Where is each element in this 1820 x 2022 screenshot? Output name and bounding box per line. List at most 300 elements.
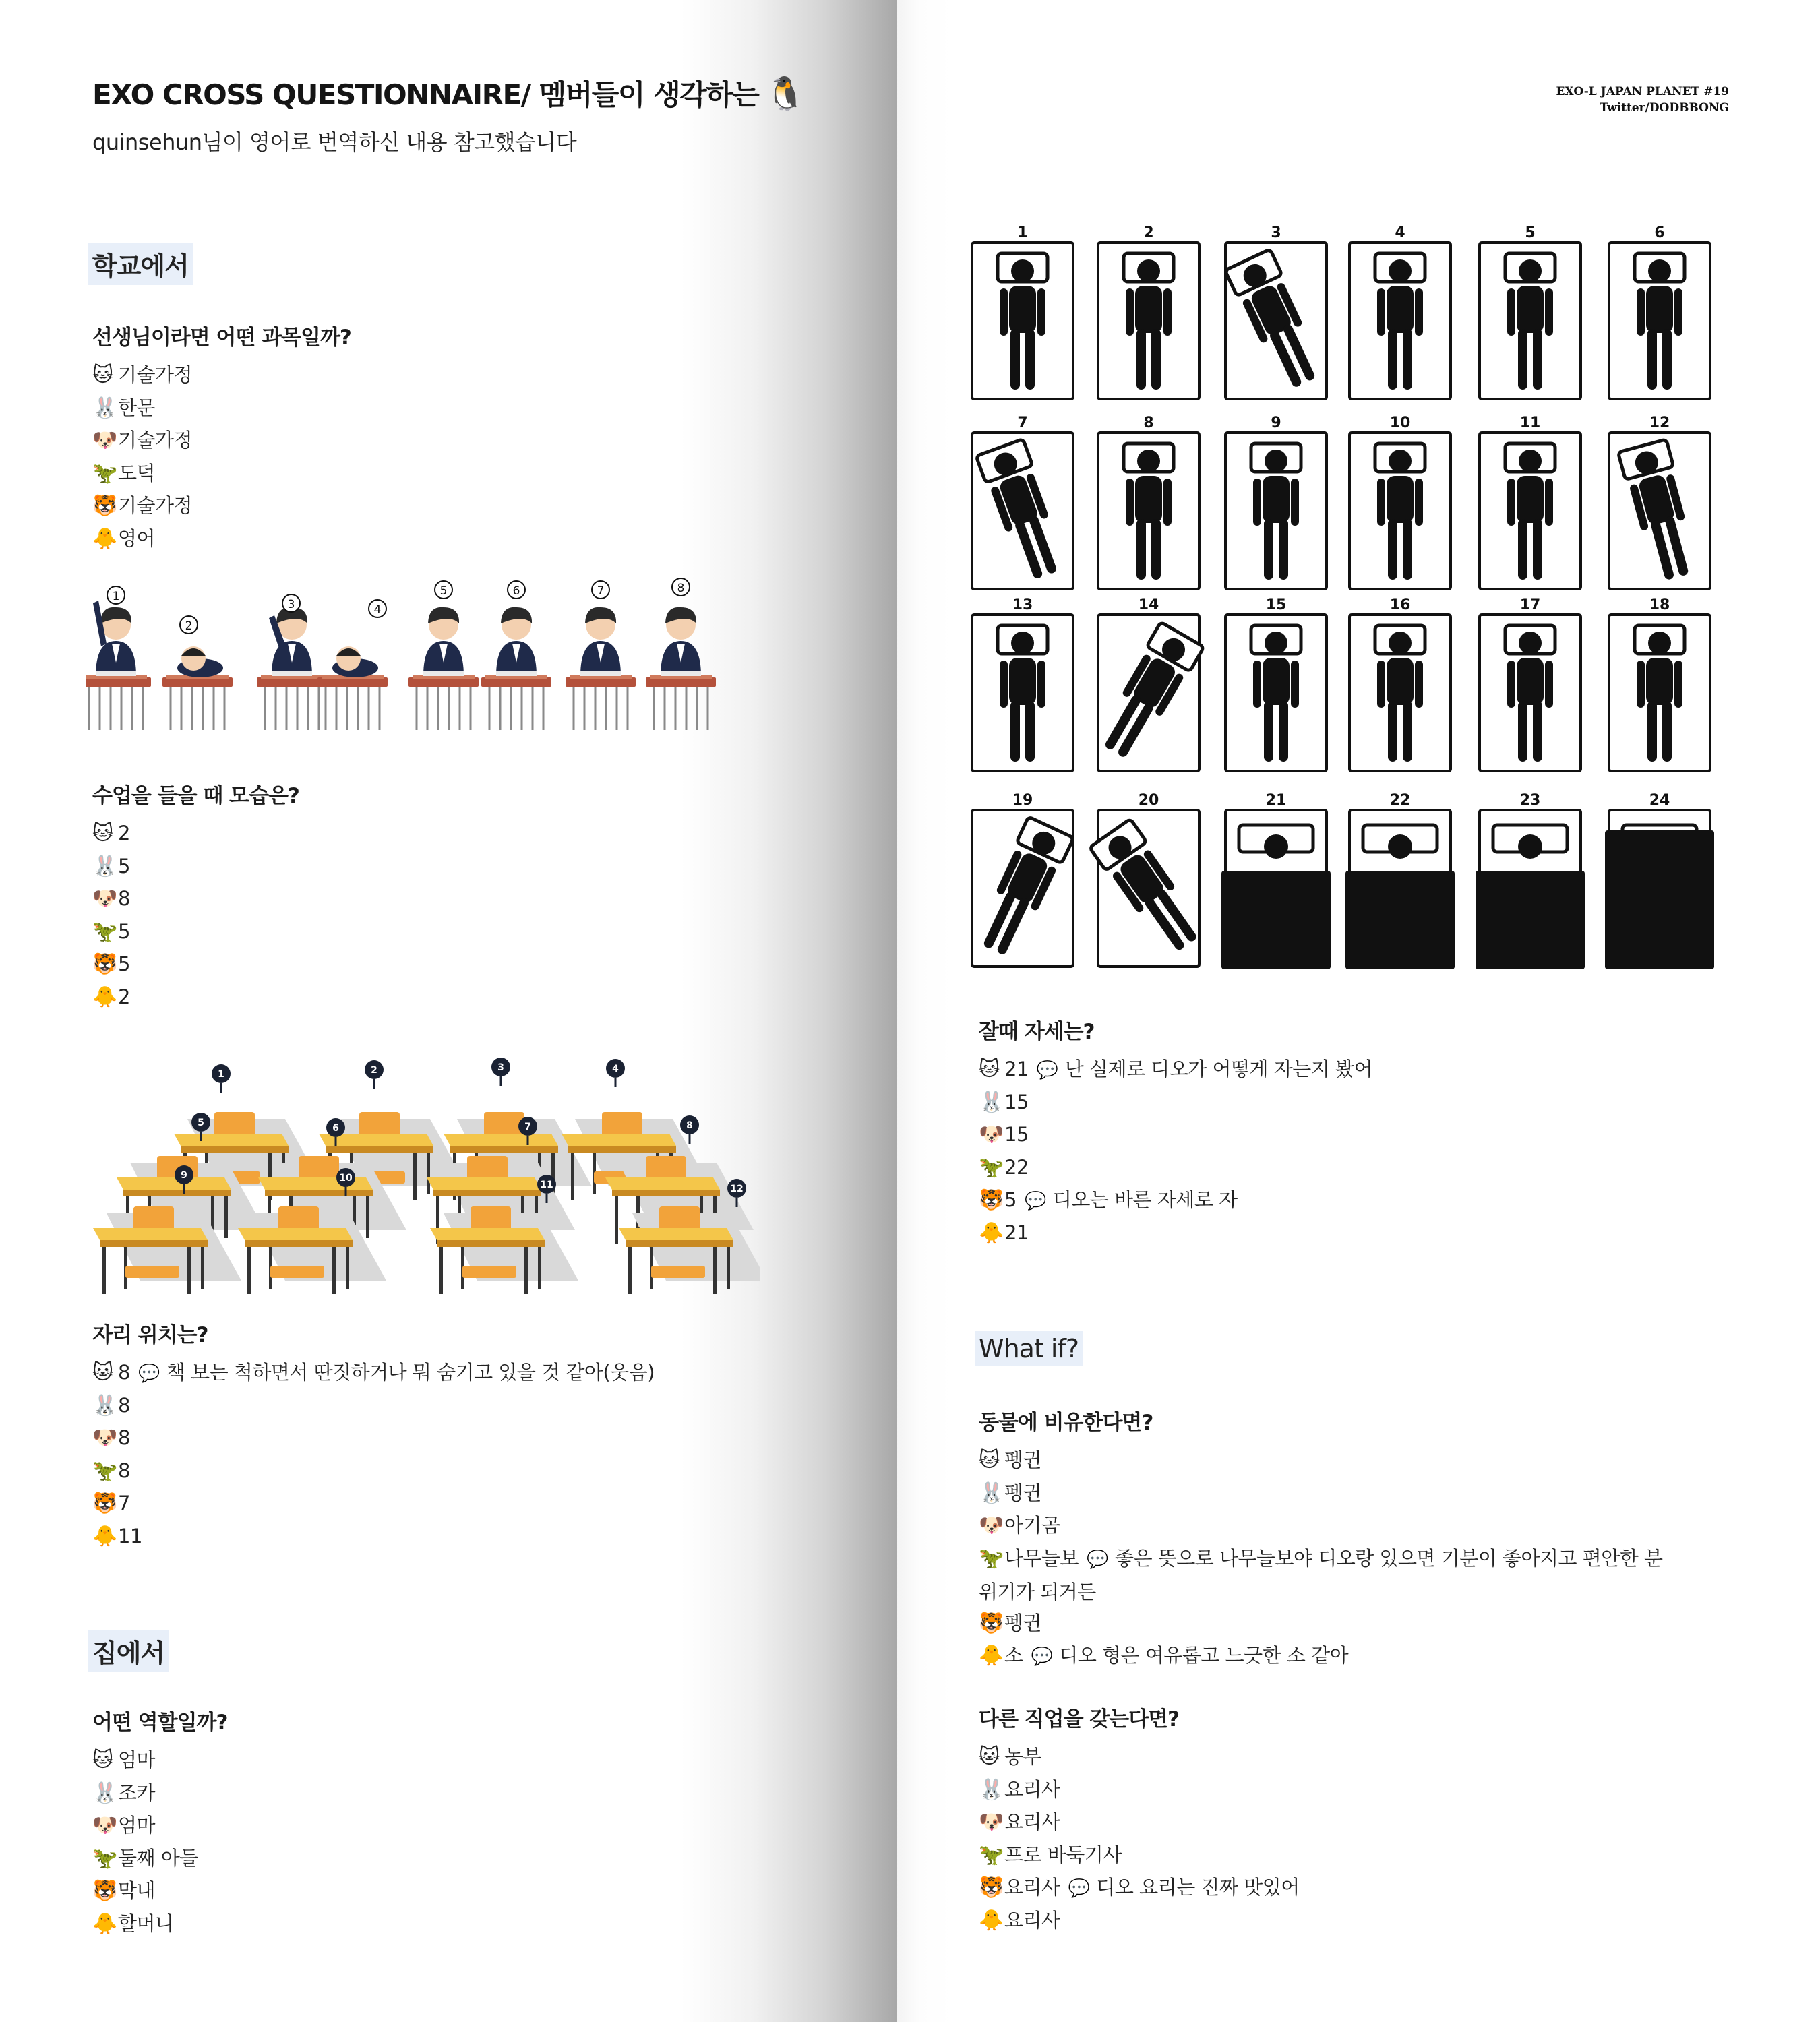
answer-text: 할머니 <box>118 1911 174 1935</box>
torso <box>1263 476 1290 523</box>
sleep-position-label: 14 <box>1138 596 1159 613</box>
answer-row <box>92 1421 655 1454</box>
tiger-face-icon: 🐯 <box>979 1611 1004 1635</box>
left-arm <box>1377 661 1385 708</box>
student-label: 6 <box>512 584 520 598</box>
sleep-position-cell <box>972 596 1073 771</box>
sleep-position-cell <box>972 415 1073 589</box>
section-heading-whatif: What if? <box>975 1331 1083 1366</box>
left-page <box>0 0 897 2022</box>
sleep-position-label: 6 <box>1654 224 1665 241</box>
answer-row <box>979 1151 1372 1184</box>
sleep-position-cell <box>1349 415 1451 589</box>
left-leg <box>1136 519 1146 580</box>
book <box>661 671 701 676</box>
question-subject: 선생님이라면 어떤 과목일까? <box>92 326 351 350</box>
sleep-position-cell <box>1609 224 1710 399</box>
answer-text: 21 <box>1004 1058 1029 1080</box>
answer-text: 둘째 아들 <box>118 1846 198 1870</box>
dog-face-icon: 🐶 <box>92 887 117 911</box>
rabbit-face-icon: 🐰 <box>92 1393 117 1417</box>
answer-row <box>92 948 299 981</box>
torso <box>1517 476 1544 523</box>
sleep-position-cell <box>1225 596 1327 771</box>
seat-label: 11 <box>540 1180 553 1190</box>
torso <box>1387 476 1414 523</box>
seat-label: 3 <box>497 1062 504 1073</box>
answer-row <box>92 359 351 392</box>
sleep-position-cell <box>972 224 1073 399</box>
answer-text: 5 <box>1004 1188 1017 1211</box>
answer-text: 나무늘보 <box>1004 1546 1079 1570</box>
document-title <box>92 73 805 113</box>
question-block-class-pose <box>92 778 299 1013</box>
left-arm <box>1377 288 1385 336</box>
answer-row <box>92 1777 227 1810</box>
answer-text: 15 <box>1004 1123 1029 1146</box>
cat-face-icon: 🐱 <box>92 1748 113 1772</box>
desk-leg <box>346 1247 349 1289</box>
seat-label: 10 <box>339 1173 353 1184</box>
answer-row <box>92 850 299 883</box>
sleep-position-label: 24 <box>1649 792 1670 809</box>
answer-text: 엄마 <box>118 1748 156 1771</box>
head <box>1519 632 1542 654</box>
answer-text: 5 <box>118 952 130 975</box>
speech-bubble-icon: 💬 <box>1024 1191 1046 1211</box>
question-block-subject <box>92 320 351 555</box>
head <box>1264 834 1288 859</box>
answer-text: 영어 <box>118 526 156 550</box>
answer-row <box>979 1904 1300 1937</box>
answer-text: 2 <box>118 985 130 1008</box>
desk-top <box>258 1177 373 1190</box>
answer-row <box>979 1086 1372 1119</box>
seat-label: 8 <box>686 1120 693 1131</box>
desk-top <box>86 677 151 687</box>
answer-row <box>92 1907 227 1940</box>
dinosaur-icon: 🦖 <box>979 1546 1004 1570</box>
answer-row <box>979 1509 1680 1542</box>
sleep-position-label: 16 <box>1389 596 1411 613</box>
answer-text: 기술가정 <box>118 494 193 517</box>
dog-face-icon: 🐶 <box>92 1814 117 1837</box>
sleep-position-label: 22 <box>1389 792 1411 809</box>
desk-edge <box>437 1240 545 1247</box>
right-leg <box>1279 701 1288 762</box>
dog-face-icon: 🐶 <box>979 1123 1004 1146</box>
right-arm <box>1545 479 1553 526</box>
hair <box>336 648 361 656</box>
sleep-positions-illustration <box>964 216 1746 977</box>
right-leg <box>1533 519 1542 580</box>
cat-face-icon: 🐱 <box>979 1745 1000 1769</box>
speech-bubble-icon: 💬 <box>1087 1549 1108 1570</box>
desk-leg <box>615 1196 618 1244</box>
right-arm <box>1037 288 1045 336</box>
chick-icon: 🐥 <box>979 1644 1004 1667</box>
student-figure <box>257 594 327 730</box>
dog-face-icon: 🐶 <box>979 1514 1004 1537</box>
right-leg <box>1025 701 1035 762</box>
desk-edge <box>626 1240 733 1247</box>
desk-top <box>562 1134 676 1146</box>
head <box>1011 259 1034 282</box>
answer-row <box>92 882 299 915</box>
book <box>96 671 136 676</box>
student-figure <box>317 600 388 730</box>
answer-text: 엄마 <box>118 1814 156 1837</box>
right-leg <box>1403 329 1412 390</box>
cat-face-icon: 🐱 <box>979 1058 1000 1081</box>
answer-text: 5 <box>118 919 130 943</box>
tiger-face-icon: 🐯 <box>92 494 117 518</box>
answer-row <box>979 1740 1300 1773</box>
head <box>1265 450 1287 472</box>
desk-leg <box>628 1247 632 1294</box>
chair-seat <box>462 1266 516 1278</box>
left-arm <box>1126 479 1134 526</box>
chick-icon: 🐥 <box>92 985 117 1009</box>
sleep-position-label: 9 <box>1271 415 1281 431</box>
sleep-position-label: 3 <box>1271 224 1281 241</box>
head <box>1389 259 1412 282</box>
blanket <box>1476 871 1585 969</box>
sleep-position-cell <box>1480 596 1581 771</box>
right-leg <box>1662 329 1672 390</box>
chick-icon: 🐥 <box>92 526 117 551</box>
sleep-position-label: 12 <box>1649 415 1670 431</box>
student-label: 4 <box>373 603 382 617</box>
right-leg <box>1533 329 1542 390</box>
student-label: 3 <box>287 598 295 611</box>
question-block-seat <box>92 1318 655 1552</box>
right-arm <box>1291 661 1299 708</box>
desk-edge <box>568 1146 676 1153</box>
sleep-position-cell <box>1225 224 1327 399</box>
sleep-position-label: 10 <box>1389 415 1411 431</box>
left-arm <box>1377 479 1385 526</box>
head <box>1518 834 1542 859</box>
sleep-position-cell <box>1345 792 1455 969</box>
answer-text: 22 <box>1004 1155 1029 1179</box>
right-leg <box>1151 519 1161 580</box>
sleep-position-cell <box>1609 596 1710 771</box>
answer-text: 21 <box>1004 1221 1029 1244</box>
rabbit-face-icon: 🐰 <box>979 1481 1004 1505</box>
right-arm <box>1674 661 1682 708</box>
dog-face-icon: 🐶 <box>979 1810 1004 1834</box>
classroom-seats-illustration <box>86 1055 760 1294</box>
left-arm <box>1507 288 1515 336</box>
answer-row <box>92 1744 227 1777</box>
speech-bubble-icon: 💬 <box>1031 1647 1053 1667</box>
right-arm <box>1291 479 1299 526</box>
sleep-position-cell <box>1225 415 1327 589</box>
hair <box>181 648 206 656</box>
answer-comment: 디오는 바른 자세로 자 <box>1052 1188 1238 1211</box>
chick-icon: 🐥 <box>979 1221 1004 1245</box>
answer-row <box>92 424 351 457</box>
right-arm <box>1415 661 1423 708</box>
sleep-position-label: 18 <box>1649 596 1670 613</box>
head <box>1137 450 1160 472</box>
sleep-position-cell <box>1476 792 1585 969</box>
title-text: EXO CROSS QUESTIONNAIRE/ 멤버들이 생각하는 <box>92 78 759 111</box>
answer-text: 11 <box>118 1524 142 1548</box>
left-leg <box>1647 329 1657 390</box>
answer-text: 농부 <box>1004 1745 1042 1768</box>
desk-top <box>444 1134 558 1146</box>
desk-leg <box>571 1153 574 1200</box>
sleep-position-label: 4 <box>1395 224 1405 241</box>
answer-row <box>92 1487 655 1520</box>
answer-row <box>92 1356 655 1389</box>
question-block-home-role <box>92 1705 227 1940</box>
left-arm <box>1253 661 1261 708</box>
sleep-position-cell <box>1349 596 1451 771</box>
cat-face-icon: 🐱 <box>979 1448 1000 1472</box>
question-seat: 자리 위치는? <box>92 1323 208 1347</box>
question-home-role: 어떤 역할일까? <box>92 1711 228 1735</box>
right-arm <box>1674 288 1682 336</box>
left-leg <box>1136 329 1146 390</box>
left-arm <box>1507 479 1515 526</box>
desk-top <box>566 677 636 687</box>
torso <box>1135 476 1162 523</box>
head <box>1137 259 1160 282</box>
dog-face-icon: 🐶 <box>92 1426 117 1450</box>
sleep-position-label: 15 <box>1265 596 1287 613</box>
right-leg <box>1403 519 1412 580</box>
section-heading-school: 학교에서 <box>88 243 193 285</box>
left-leg <box>1518 519 1527 580</box>
sleep-position-label: 8 <box>1143 415 1154 431</box>
left-leg <box>1647 701 1657 762</box>
sleep-position-cell <box>1480 415 1581 589</box>
sleep-position-label: 7 <box>1017 415 1028 431</box>
desk-top <box>408 677 479 687</box>
left-leg <box>1518 701 1527 762</box>
desk-leg <box>538 1247 541 1289</box>
question-block-animal <box>979 1405 1680 1672</box>
desk-top <box>619 1228 733 1240</box>
answer-text: 기술가정 <box>118 429 193 452</box>
left-leg <box>1388 519 1397 580</box>
left-arm <box>1637 661 1645 708</box>
blanket <box>1605 830 1714 969</box>
sleep-position-cell <box>971 792 1073 967</box>
answer-comment: 디오 요리는 진짜 맛있어 <box>1096 1876 1300 1899</box>
seat-label: 4 <box>612 1064 619 1074</box>
head <box>1389 450 1412 472</box>
dinosaur-icon: 🦖 <box>92 1459 117 1483</box>
sleep-position-label: 1 <box>1017 224 1028 241</box>
sleep-position-label: 20 <box>1138 792 1159 809</box>
answer-row <box>979 1773 1300 1806</box>
chair-seat <box>270 1266 324 1278</box>
desk-leg <box>427 1153 430 1194</box>
sleep-position-label: 19 <box>1012 792 1033 809</box>
desk-leg <box>102 1247 106 1294</box>
answer-row <box>979 1217 1372 1250</box>
left-leg <box>1264 701 1273 762</box>
desk-edge <box>123 1190 231 1196</box>
sleep-position-cell <box>1098 224 1199 399</box>
desk-top <box>93 1228 208 1240</box>
answer-text: 펭귄 <box>1004 1448 1042 1471</box>
desk-edge <box>245 1240 353 1247</box>
right-leg <box>1025 329 1035 390</box>
answer-row <box>979 1477 1680 1510</box>
book <box>423 671 464 676</box>
desk-top <box>481 677 551 687</box>
sleep-position-cell <box>1349 224 1451 399</box>
left-leg <box>1388 701 1397 762</box>
head <box>1519 450 1542 472</box>
right-arm <box>1163 288 1172 336</box>
desk-top <box>257 677 327 687</box>
sleep-position-cell <box>1093 596 1204 771</box>
answer-comment: 디오 형은 여유롭고 느긋한 소 같아 <box>1059 1644 1349 1667</box>
torso <box>1387 658 1414 705</box>
tiger-face-icon: 🐯 <box>92 952 117 976</box>
desk-top <box>646 677 716 687</box>
seat-label: 1 <box>218 1069 224 1080</box>
book <box>580 671 621 676</box>
rabbit-face-icon: 🐰 <box>92 1781 117 1805</box>
answer-row <box>92 392 351 425</box>
blanket <box>1345 871 1455 969</box>
answer-text: 소 <box>1004 1644 1023 1667</box>
answer-text: 한문 <box>118 396 156 419</box>
right-leg <box>1533 701 1542 762</box>
answer-text: 8 <box>118 1459 130 1482</box>
rabbit-face-icon: 🐰 <box>92 854 117 878</box>
answer-row <box>979 1871 1300 1904</box>
rabbit-face-icon: 🐰 <box>979 1777 1004 1802</box>
torso <box>1009 286 1036 333</box>
answer-text: 8 <box>118 1361 130 1384</box>
torso <box>1646 286 1673 333</box>
desk-leg <box>332 1247 336 1294</box>
torso <box>1263 658 1290 705</box>
answer-row <box>92 915 299 948</box>
answer-row <box>92 1454 655 1488</box>
rabbit-face-icon: 🐰 <box>979 1090 1004 1114</box>
answer-row <box>979 1118 1372 1151</box>
right-arm <box>1037 661 1045 708</box>
left-leg <box>1010 329 1020 390</box>
students-class-illustration <box>86 576 727 745</box>
answer-row <box>92 981 299 1014</box>
left-leg <box>1388 329 1397 390</box>
seat-label: 6 <box>332 1123 339 1134</box>
head <box>1265 632 1287 654</box>
answer-row <box>92 1389 655 1422</box>
answer-row <box>979 1542 1680 1607</box>
desk-edge <box>265 1190 373 1196</box>
dinosaur-icon: 🦖 <box>92 1846 117 1870</box>
student-label: 5 <box>439 584 448 598</box>
section-heading-home: 집에서 <box>88 1630 169 1672</box>
answer-row <box>92 489 351 522</box>
answer-text: 펭귄 <box>1004 1481 1042 1504</box>
answer-comment: 난 실제로 디오가 어떻게 자는지 봤어 <box>1064 1058 1373 1080</box>
sleep-position-cell <box>1221 792 1331 969</box>
source-credit <box>1556 84 1729 116</box>
seat-label: 7 <box>524 1122 531 1132</box>
desk-top <box>427 1177 541 1190</box>
tiger-face-icon: 🐯 <box>979 1188 1004 1212</box>
answer-row <box>979 1053 1372 1086</box>
student-figure <box>86 586 151 730</box>
desk-leg <box>247 1247 251 1294</box>
dinosaur-icon: 🦖 <box>92 461 117 485</box>
cat-face-icon: 🐱 <box>92 1361 113 1384</box>
left-arm <box>1253 479 1261 526</box>
sleep-position-label: 17 <box>1519 596 1541 613</box>
chick-icon: 🐥 <box>92 1524 117 1548</box>
sleep-position-cell <box>1605 792 1714 969</box>
answer-row <box>92 522 351 555</box>
cat-face-icon: 🐱 <box>92 822 113 845</box>
desk-leg <box>366 1196 369 1238</box>
student-label: 1 <box>112 590 120 603</box>
question-block-sleep <box>979 1014 1372 1249</box>
chair-seat <box>125 1266 179 1278</box>
answer-text: 5 <box>118 854 130 878</box>
answer-row <box>979 1184 1372 1217</box>
right-arm <box>1415 479 1423 526</box>
torso <box>1135 286 1162 333</box>
right-arm <box>1163 479 1172 526</box>
answer-text: 2 <box>118 822 130 845</box>
answer-row <box>979 1607 1680 1640</box>
right-leg <box>1151 329 1161 390</box>
book <box>496 671 537 676</box>
torso <box>1009 658 1036 705</box>
answer-row <box>92 1874 227 1907</box>
answer-text: 8 <box>118 1426 130 1449</box>
answer-text: 프로 바둑기사 <box>1004 1843 1122 1866</box>
rabbit-face-icon: 🐰 <box>92 396 117 420</box>
chick-icon: 🐥 <box>92 1911 117 1936</box>
blanket <box>1221 871 1331 969</box>
left-arm <box>1637 288 1645 336</box>
student-figure <box>408 581 479 730</box>
answer-row <box>979 1444 1680 1477</box>
tiger-face-icon: 🐯 <box>979 1876 1004 1899</box>
student-label: 7 <box>597 584 605 598</box>
answer-comment: 좋은 뜻으로 나무늘보야 디오랑 있으면 기분이 좋아지고 편안한 분위기가 되거든 <box>979 1546 1663 1603</box>
question-block-job <box>979 1702 1300 1936</box>
speech-bubble-icon: 💬 <box>1068 1878 1090 1899</box>
left-arm <box>1000 288 1008 336</box>
sleep-position-cell <box>1089 792 1208 967</box>
answer-text: 7 <box>118 1492 130 1514</box>
chick-icon: 🐥 <box>979 1908 1004 1932</box>
answer-row <box>92 1809 227 1842</box>
torso <box>1517 658 1544 705</box>
sleep-position-label: 5 <box>1525 224 1536 241</box>
question-job: 다른 직업을 갖는다면? <box>979 1707 1180 1732</box>
left-arm <box>1000 661 1008 708</box>
desk-edge <box>450 1146 558 1153</box>
desk-leg <box>187 1247 191 1294</box>
answer-text: 요리사 <box>1004 1777 1060 1801</box>
sleep-position-label: 13 <box>1012 596 1033 613</box>
